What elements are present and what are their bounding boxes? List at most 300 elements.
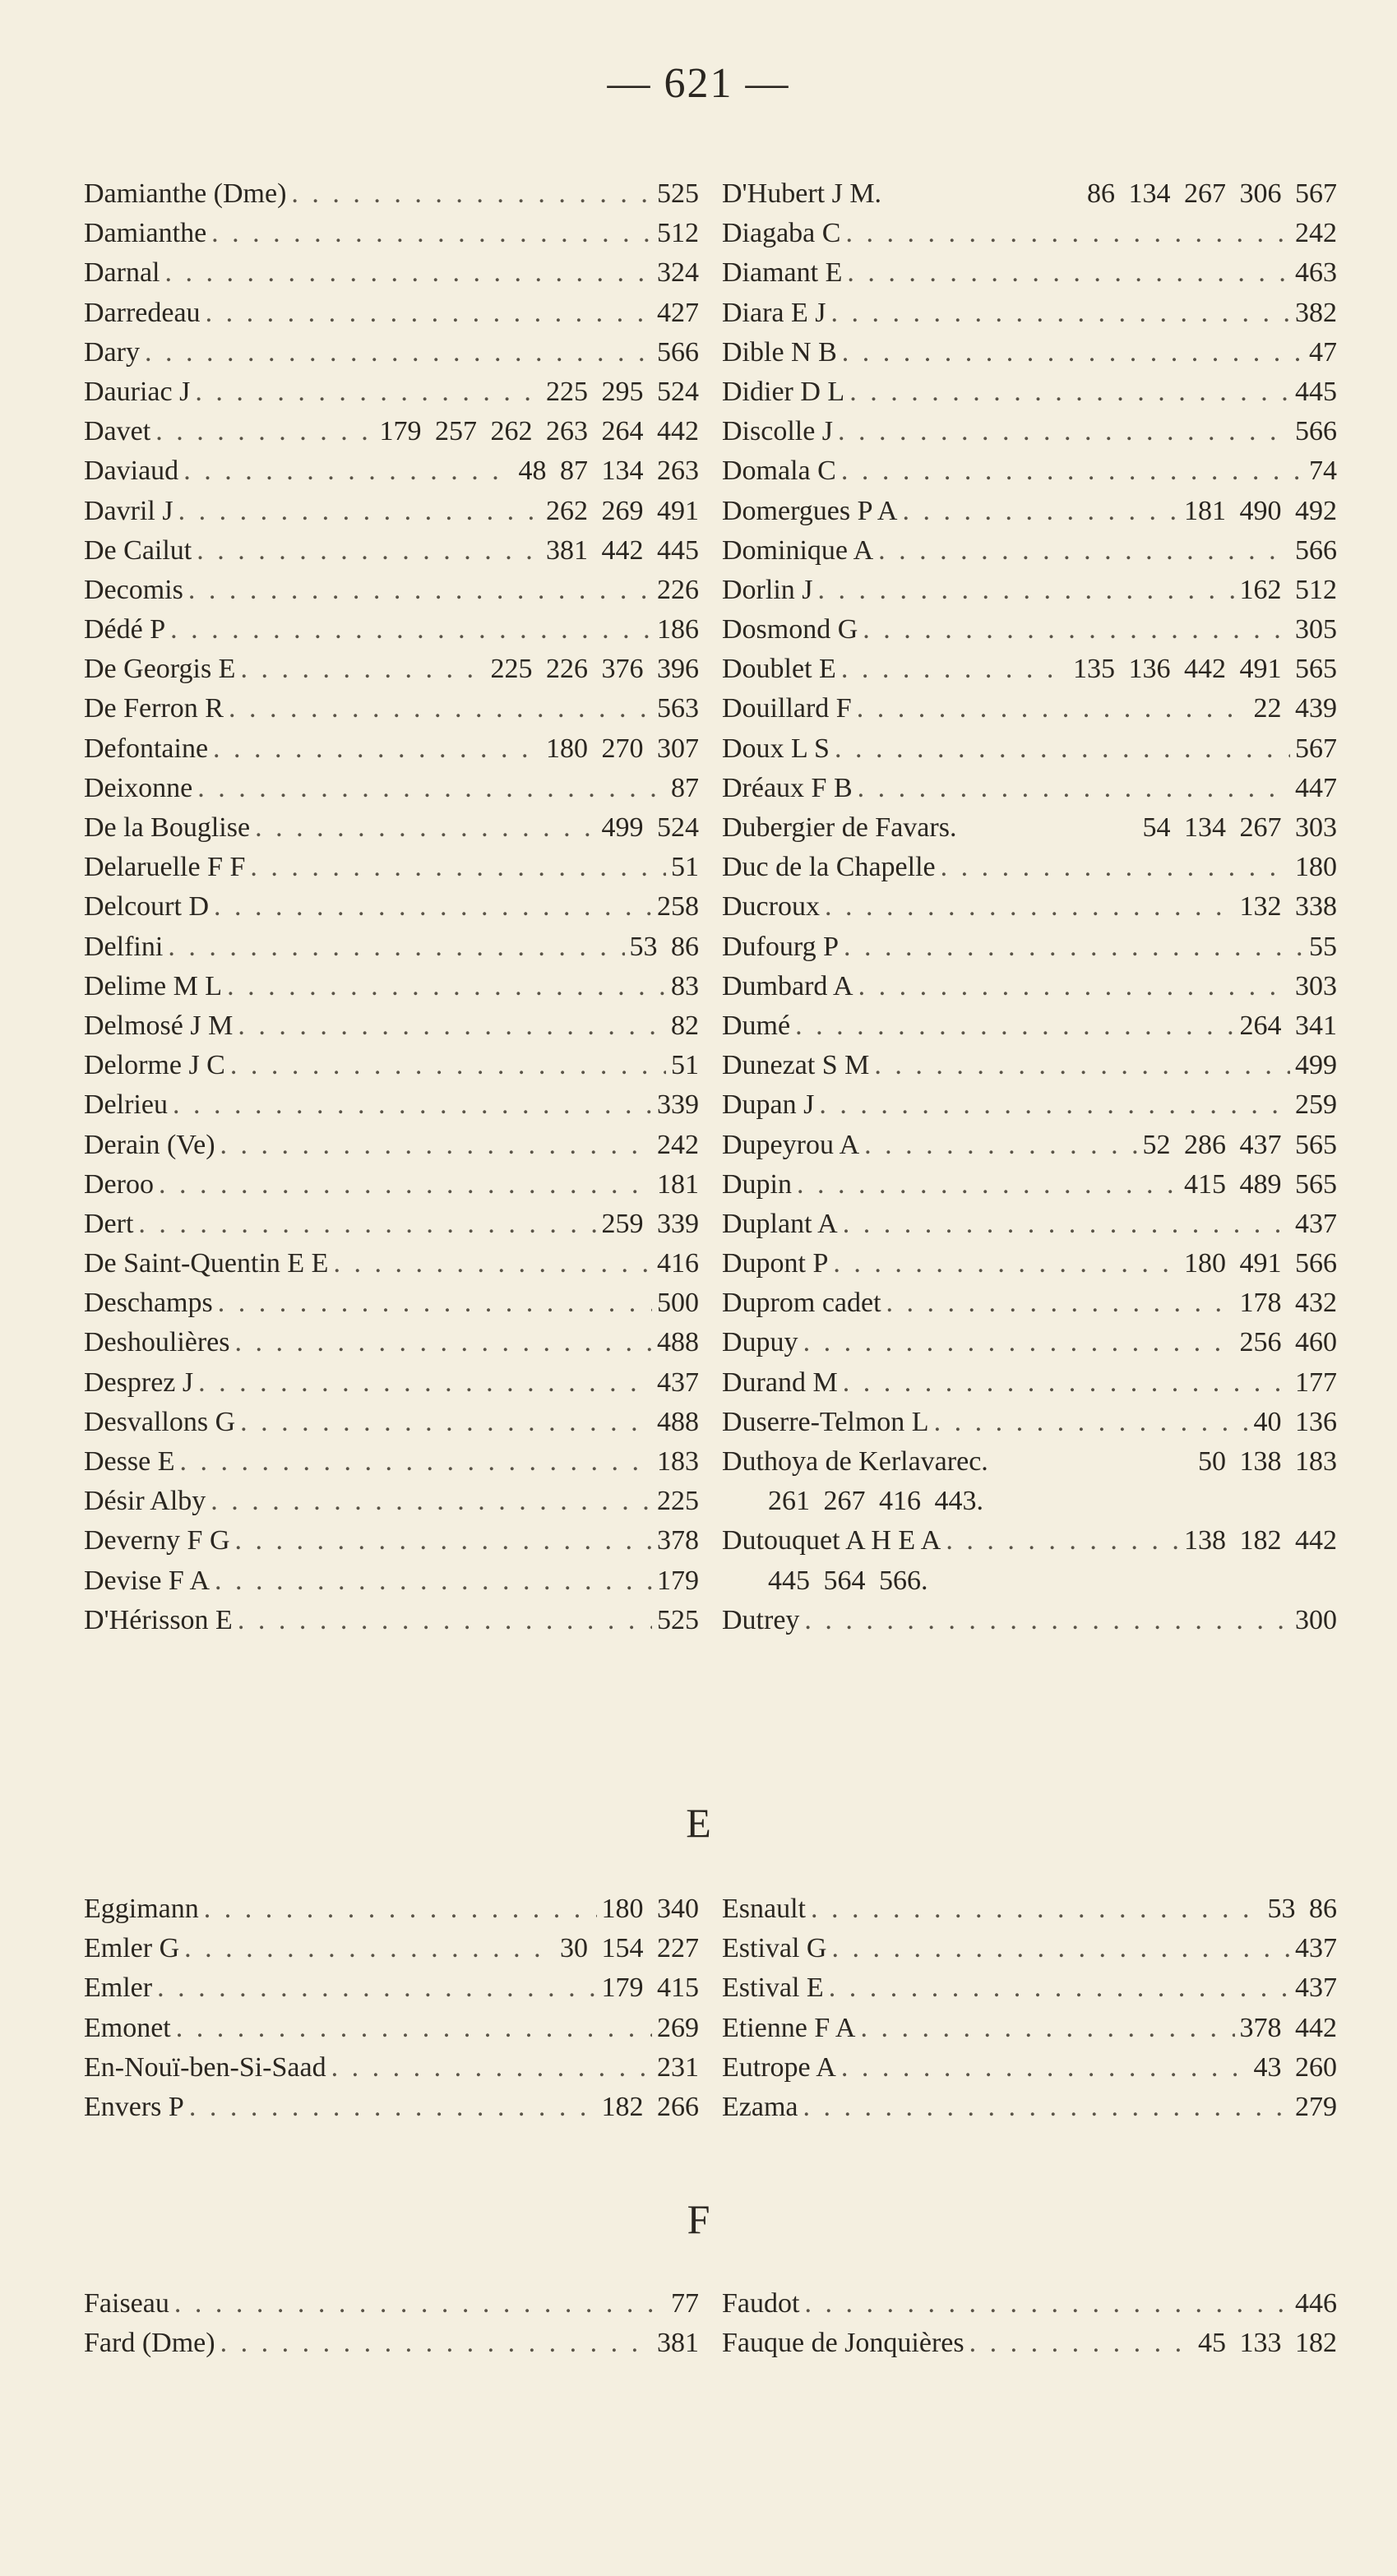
entry-name: De Georgis E xyxy=(84,654,236,685)
entry-name: Deixonne xyxy=(84,772,193,803)
leader-dots xyxy=(844,927,1304,967)
entry-page-refs: 183 xyxy=(657,1446,699,1477)
entry-page-refs: 181 490 492 xyxy=(1184,495,1337,526)
entry-page-refs: 55 xyxy=(1309,931,1337,962)
leader-dots xyxy=(843,1205,1290,1244)
entry-name: Dary xyxy=(84,336,140,368)
entry-page-refs: 162 512 xyxy=(1239,574,1337,605)
index-entry xyxy=(722,1403,1337,1442)
index-entry xyxy=(722,927,1337,967)
index-entry xyxy=(84,1126,699,1165)
entry-name: Désir Alby xyxy=(84,1486,206,1517)
entry-page-refs: 47 xyxy=(1309,336,1337,368)
entry-name: Delcourt D xyxy=(84,891,210,923)
index-entry xyxy=(722,848,1337,887)
entry-page-refs: 437 xyxy=(657,1367,699,1398)
entry-name: Duc de la Chapelle xyxy=(722,852,936,883)
entry-name: Diamant E xyxy=(722,257,843,289)
index-entry xyxy=(722,1165,1337,1205)
entry-page-refs: 242 xyxy=(657,1129,699,1160)
index-entry xyxy=(84,412,699,451)
index-entry xyxy=(84,1283,699,1323)
leader-dots xyxy=(797,1165,1179,1205)
index-entry xyxy=(722,2009,1337,2048)
entry-name: Delfini xyxy=(84,931,164,962)
section-heading-e: E xyxy=(686,1800,711,1846)
leader-dots xyxy=(173,1085,652,1125)
entry-name: Didier D L xyxy=(722,376,845,407)
entry-name: Dible N B xyxy=(722,336,837,368)
entry-page-refs: 225 xyxy=(657,1486,699,1517)
leader-dots xyxy=(845,214,1290,253)
leader-dots xyxy=(941,848,1290,887)
entry-page-refs: 226 xyxy=(657,574,699,605)
entry-page-refs: 382 xyxy=(1295,297,1337,328)
index-entry xyxy=(84,848,699,887)
leader-dots xyxy=(215,1561,652,1601)
index-entry xyxy=(84,1006,699,1046)
entry-page-refs: 180 491 566 xyxy=(1184,1248,1337,1279)
leader-dots xyxy=(204,1889,597,1929)
leader-dots xyxy=(220,1126,652,1165)
index-entry xyxy=(84,174,699,214)
index-entry xyxy=(722,1601,1337,1640)
entry-name: Dréaux F B xyxy=(722,772,853,803)
leader-dots xyxy=(803,1323,1235,1362)
entry-name: Dupin xyxy=(722,1168,792,1200)
index-entry xyxy=(84,2324,699,2363)
entry-name: De Ferron R xyxy=(84,693,224,724)
entry-page-refs: 30 154 227 xyxy=(560,1933,699,1964)
index-entry xyxy=(722,1442,1337,1482)
entry-name: Deschamps xyxy=(84,1288,213,1319)
entry-page-refs: 179 257 262 263 264 442 xyxy=(379,416,699,447)
entry-page-refs: 563 xyxy=(657,693,699,724)
entry-page-refs: 381 xyxy=(657,2328,699,2359)
index-entry xyxy=(722,174,1337,214)
entry-page-refs: 179 xyxy=(657,1565,699,1596)
index-entry xyxy=(84,927,699,967)
entry-name: Douillard F xyxy=(722,693,852,724)
entry-page-refs: 231 xyxy=(657,2051,699,2083)
leader-dots xyxy=(857,689,1249,728)
index-entry xyxy=(84,333,699,372)
leader-dots xyxy=(818,571,1235,610)
leader-dots xyxy=(170,610,652,650)
leader-dots xyxy=(831,294,1290,333)
entry-name: Dunezat S M xyxy=(722,1050,870,1081)
leader-dots xyxy=(213,729,541,769)
leader-dots xyxy=(155,412,374,451)
leader-dots xyxy=(235,1521,652,1561)
leader-dots xyxy=(198,1363,652,1403)
index-entry xyxy=(84,2009,699,2048)
leader-dots xyxy=(250,848,666,887)
index-entry xyxy=(84,492,699,531)
leader-dots xyxy=(240,650,485,689)
entry-page-refs: 45 133 182 xyxy=(1198,2328,1337,2359)
entry-page-refs: 446 xyxy=(1295,2288,1337,2319)
index-entry xyxy=(84,1929,699,1968)
entry-page-refs: 488 xyxy=(657,1406,699,1437)
entry-page-refs: 567 xyxy=(1295,733,1337,764)
leader-dots xyxy=(197,769,666,808)
entry-name: Devise F A xyxy=(84,1565,210,1596)
entry-page-refs: 180 270 307 xyxy=(546,733,699,764)
entry-page-refs: 179 415 xyxy=(601,1972,699,2004)
entry-page-refs: 52 286 437 565 xyxy=(1142,1129,1337,1160)
page-number: — 621 — xyxy=(607,60,790,107)
index-column-e-right xyxy=(722,1889,1337,2127)
entry-name: Emler xyxy=(84,1972,153,2004)
entry-page-refs: 77 xyxy=(671,2288,699,2319)
entry-name: Dosmond G xyxy=(722,614,858,645)
leader-dots xyxy=(197,531,541,571)
entry-page-refs: 415 489 565 xyxy=(1184,1168,1337,1200)
leader-dots xyxy=(229,689,652,728)
index-entry xyxy=(84,214,699,253)
leader-dots xyxy=(184,1929,555,1968)
entry-name: Fauque de Jonquières xyxy=(722,2328,964,2359)
index-entry xyxy=(722,214,1337,253)
leader-dots xyxy=(969,2324,1193,2363)
entry-page-refs: 181 xyxy=(657,1168,699,1200)
leader-dots xyxy=(847,253,1290,293)
entry-name: Dupont P xyxy=(722,1248,829,1279)
entry-page-refs: 269 xyxy=(657,2012,699,2043)
entry-page-refs: 499 xyxy=(1295,1050,1337,1081)
leader-dots xyxy=(183,451,513,491)
index-entry xyxy=(84,253,699,293)
leader-dots xyxy=(195,372,541,412)
leader-dots xyxy=(841,650,1068,689)
index-column-f-left xyxy=(84,2284,699,2363)
entry-name: Durand M xyxy=(722,1367,838,1398)
entry-name: Decomis xyxy=(84,574,183,605)
entry-name: Diara E J xyxy=(722,297,826,328)
entry-page-refs: 378 442 xyxy=(1239,2012,1337,2043)
leader-dots xyxy=(291,174,652,214)
index-entry xyxy=(722,294,1337,333)
index-entry xyxy=(84,1403,699,1442)
index-entry xyxy=(84,1363,699,1403)
index-entry xyxy=(722,2088,1337,2127)
index-entry xyxy=(84,967,699,1006)
leader-dots xyxy=(145,333,652,372)
entry-page-refs: 54 134 267 303 xyxy=(1142,812,1337,843)
section-heading-f: F xyxy=(687,2196,710,2242)
leader-dots xyxy=(803,2088,1291,2127)
leader-dots xyxy=(858,967,1290,1006)
entry-name: Daviaud xyxy=(84,456,179,487)
index-entry xyxy=(84,729,699,769)
leader-dots xyxy=(829,1968,1290,2008)
entry-page-refs: 324 xyxy=(657,257,699,289)
entry-name: De Cailut xyxy=(84,534,192,566)
entry-page-refs: 447 xyxy=(1295,772,1337,803)
leader-dots xyxy=(934,1403,1249,1442)
index-entry xyxy=(84,887,699,927)
entry-page-refs: 416 xyxy=(657,1248,699,1279)
entry-name: Emler G xyxy=(84,1933,180,1964)
leader-dots xyxy=(168,927,624,967)
entry-name: Delorme J C xyxy=(84,1050,225,1081)
entry-page-refs: 437 xyxy=(1295,1933,1337,1964)
entry-name: Etienne F A xyxy=(722,2012,856,2043)
entry-page-refs: 132 338 xyxy=(1239,891,1337,923)
entry-name: Desprez J xyxy=(84,1367,194,1398)
entry-name: Dubergier de Favars. xyxy=(722,812,957,843)
index-entry xyxy=(84,1601,699,1640)
entry-page-refs: 177 xyxy=(1295,1367,1337,1398)
leader-dots xyxy=(819,1085,1290,1125)
leader-dots xyxy=(211,214,652,253)
entry-page-refs: 178 432 xyxy=(1239,1288,1337,1319)
leader-dots xyxy=(902,492,1179,531)
index-column-d-left xyxy=(84,174,699,1640)
entry-page-refs-continued: 261 267 416 443. xyxy=(768,1486,983,1517)
leader-dots xyxy=(230,1046,666,1085)
leader-dots xyxy=(138,1205,596,1244)
index-entry xyxy=(722,253,1337,293)
entry-name: Dupuy xyxy=(722,1327,798,1358)
entry-page-refs: 566 xyxy=(657,336,699,368)
index-entry xyxy=(84,1521,699,1561)
leader-dots xyxy=(178,492,541,531)
entry-name: Dutouquet A H E A xyxy=(722,1525,941,1556)
index-entry xyxy=(722,1006,1337,1046)
leader-dots xyxy=(874,1046,1290,1085)
leader-dots xyxy=(235,1323,652,1362)
entry-page-refs: 279 xyxy=(1295,2091,1337,2122)
entry-name: De la Bouglise xyxy=(84,812,251,843)
entry-name: Emonet xyxy=(84,2012,171,2043)
index-entry xyxy=(722,1244,1337,1283)
entry-page-refs: 40 136 xyxy=(1253,1406,1337,1437)
entry-name: Davet xyxy=(84,416,151,447)
index-entry xyxy=(722,729,1337,769)
index-entry xyxy=(84,1165,699,1205)
entry-page-refs: 256 460 xyxy=(1239,1327,1337,1358)
index-entry xyxy=(722,372,1337,412)
entry-name: Doublet E xyxy=(722,654,836,685)
entry-name: Darnal xyxy=(84,257,160,289)
leader-dots xyxy=(860,2009,1234,2048)
leader-dots xyxy=(849,372,1290,412)
entry-page-refs-continued: 445 564 566. xyxy=(768,1565,928,1596)
index-entry xyxy=(84,1046,699,1085)
entry-name: Envers P xyxy=(84,2091,184,2122)
entry-name: Deverny F G xyxy=(84,1525,230,1556)
leader-dots xyxy=(795,1006,1234,1046)
leader-dots xyxy=(838,412,1290,451)
entry-page-refs: 51 xyxy=(671,852,699,883)
entry-page-refs: 463 xyxy=(1295,257,1337,289)
leader-dots xyxy=(331,2048,652,2088)
index-entry xyxy=(722,967,1337,1006)
entry-name: Dupan J xyxy=(722,1089,815,1121)
entry-name: Duserre-Telmon L xyxy=(722,1406,929,1437)
entry-page-refs: 22 439 xyxy=(1253,693,1337,724)
index-entry xyxy=(722,1205,1337,1244)
entry-page-refs: 262 269 491 xyxy=(546,495,699,526)
index-entry xyxy=(722,1968,1337,2008)
leader-dots xyxy=(878,531,1290,571)
entry-name: Dumé xyxy=(722,1010,791,1041)
entry-name: Delmosé J M xyxy=(84,1010,234,1041)
leader-dots xyxy=(220,2324,652,2363)
index-entry xyxy=(722,2324,1337,2363)
leader-dots xyxy=(218,1283,652,1323)
entry-name: Dorlin J xyxy=(722,574,813,605)
index-entry xyxy=(84,1442,699,1482)
index-entry xyxy=(84,2048,699,2088)
entry-page-refs: 182 266 xyxy=(601,2091,699,2122)
leader-dots xyxy=(179,1442,652,1482)
entry-page-refs: 53 86 xyxy=(1267,1894,1337,1924)
entry-name: Deroo xyxy=(84,1168,154,1200)
entry-name: Estival E xyxy=(722,1972,824,2004)
entry-page-refs: 488 xyxy=(657,1327,699,1358)
entry-page-refs: 566 xyxy=(1295,534,1337,566)
entry-page-refs: 180 xyxy=(1295,852,1337,883)
index-entry xyxy=(722,610,1337,650)
entry-name: Diagaba C xyxy=(722,218,841,249)
leader-dots xyxy=(804,2284,1290,2324)
entry-name: D'Hubert J M. xyxy=(722,178,882,209)
index-entry xyxy=(722,808,1337,848)
index-entry xyxy=(722,1085,1337,1125)
entry-name: Damianthe xyxy=(84,218,207,249)
entry-page-refs: 525 xyxy=(657,178,699,209)
leader-dots xyxy=(255,808,596,848)
index-entry xyxy=(722,1363,1337,1403)
entry-page-refs: 82 xyxy=(671,1010,699,1041)
entry-name: Ducroux xyxy=(722,891,820,923)
entry-page-refs: 186 xyxy=(657,614,699,645)
entry-name: Dert xyxy=(84,1208,134,1239)
index-entry xyxy=(722,492,1337,531)
entry-page-refs: 427 xyxy=(657,297,699,328)
entry-page-refs: 225 295 524 xyxy=(546,376,699,407)
entry-page-refs: 48 87 134 263 xyxy=(518,456,699,487)
entry-name: Dufourg P xyxy=(722,931,839,962)
index-entry xyxy=(84,1244,699,1283)
index-entry xyxy=(84,372,699,412)
entry-page-refs: 87 xyxy=(671,772,699,803)
entry-name: Eggimann xyxy=(84,1894,199,1924)
leader-dots xyxy=(240,1403,652,1442)
index-entry xyxy=(84,769,699,808)
index-entry xyxy=(722,769,1337,808)
leader-dots xyxy=(214,887,652,927)
entry-page-refs: 264 341 xyxy=(1239,1010,1337,1041)
entry-name: Dumbard A xyxy=(722,970,853,1001)
leader-dots xyxy=(159,1165,652,1205)
leader-dots xyxy=(858,769,1290,808)
entry-page-refs: 50 138 183 xyxy=(1198,1446,1337,1477)
index-entry xyxy=(84,689,699,728)
entry-page-refs: 259 xyxy=(1295,1089,1337,1121)
entry-page-refs: 74 xyxy=(1309,456,1337,487)
leader-dots xyxy=(210,1482,652,1521)
entry-name: Desse E xyxy=(84,1446,175,1477)
entry-name: Damianthe (Dme) xyxy=(84,178,287,209)
entry-name: Esnault xyxy=(722,1894,806,1924)
index-entry xyxy=(84,294,699,333)
index-entry xyxy=(84,1968,699,2008)
leader-dots xyxy=(811,1889,1263,1929)
entry-name: Eutrope A xyxy=(722,2051,836,2083)
entry-page-refs: 500 xyxy=(657,1288,699,1319)
index-entry xyxy=(84,610,699,650)
entry-page-refs: 225 226 376 396 xyxy=(490,654,699,685)
index-entry xyxy=(722,451,1337,491)
index-column-f-right xyxy=(722,2284,1337,2363)
leader-dots xyxy=(831,1929,1290,1968)
leader-dots xyxy=(206,294,652,333)
leader-dots xyxy=(863,610,1290,650)
entry-page-refs: 437 xyxy=(1295,1208,1337,1239)
entry-page-refs: 303 xyxy=(1295,970,1337,1001)
leader-dots xyxy=(833,1244,1179,1283)
entry-name: Domergues P A xyxy=(722,495,898,526)
entry-name: D'Hérisson E xyxy=(84,1604,233,1635)
entry-page-refs: 512 xyxy=(657,218,699,249)
leader-dots xyxy=(842,333,1304,372)
entry-page-refs: 258 xyxy=(657,891,699,923)
index-entry xyxy=(722,2284,1337,2324)
index-column-e-left xyxy=(84,1889,699,2127)
entry-name: Dauriac J xyxy=(84,376,191,407)
leader-dots xyxy=(841,451,1304,491)
index-entry xyxy=(722,1521,1337,1561)
entry-page-refs: 381 442 445 xyxy=(546,534,699,566)
entry-page-refs: 51 xyxy=(671,1050,699,1081)
entry-page-refs: 378 xyxy=(657,1525,699,1556)
entry-page-refs: 180 340 xyxy=(601,1894,699,1924)
leader-dots xyxy=(841,2048,1249,2088)
leader-dots xyxy=(835,729,1290,769)
index-entry xyxy=(84,1205,699,1244)
entry-page-refs: 525 xyxy=(657,1604,699,1635)
entry-name: Domala C xyxy=(722,456,836,487)
entry-page-refs: 83 xyxy=(671,970,699,1001)
leader-dots xyxy=(174,2284,666,2324)
index-entry xyxy=(722,531,1337,571)
index-entry xyxy=(84,650,699,689)
index-entry xyxy=(722,1929,1337,1968)
entry-page-refs: 259 339 xyxy=(601,1208,699,1239)
entry-name: Delrieu xyxy=(84,1089,168,1121)
entry-name: Delime M L xyxy=(84,970,223,1001)
entry-name: Duplant A xyxy=(722,1208,838,1239)
leader-dots xyxy=(165,253,652,293)
entry-name: Duthoya de Kerlavarec. xyxy=(722,1446,988,1477)
entry-name: Fard (Dme) xyxy=(84,2328,215,2359)
leader-dots xyxy=(238,1006,666,1046)
entry-name: Faiseau xyxy=(84,2288,169,2319)
entry-name: Desvallons G xyxy=(84,1406,236,1437)
index-entry xyxy=(722,1046,1337,1085)
index-entry xyxy=(84,1323,699,1362)
leader-dots xyxy=(238,1601,652,1640)
index-entry xyxy=(722,412,1337,451)
entry-page-refs: 242 xyxy=(1295,218,1337,249)
index-entry xyxy=(722,1283,1337,1323)
entry-page-refs: 86 134 267 306 567 xyxy=(1087,178,1337,209)
entry-name: Deshoulières xyxy=(84,1327,230,1358)
